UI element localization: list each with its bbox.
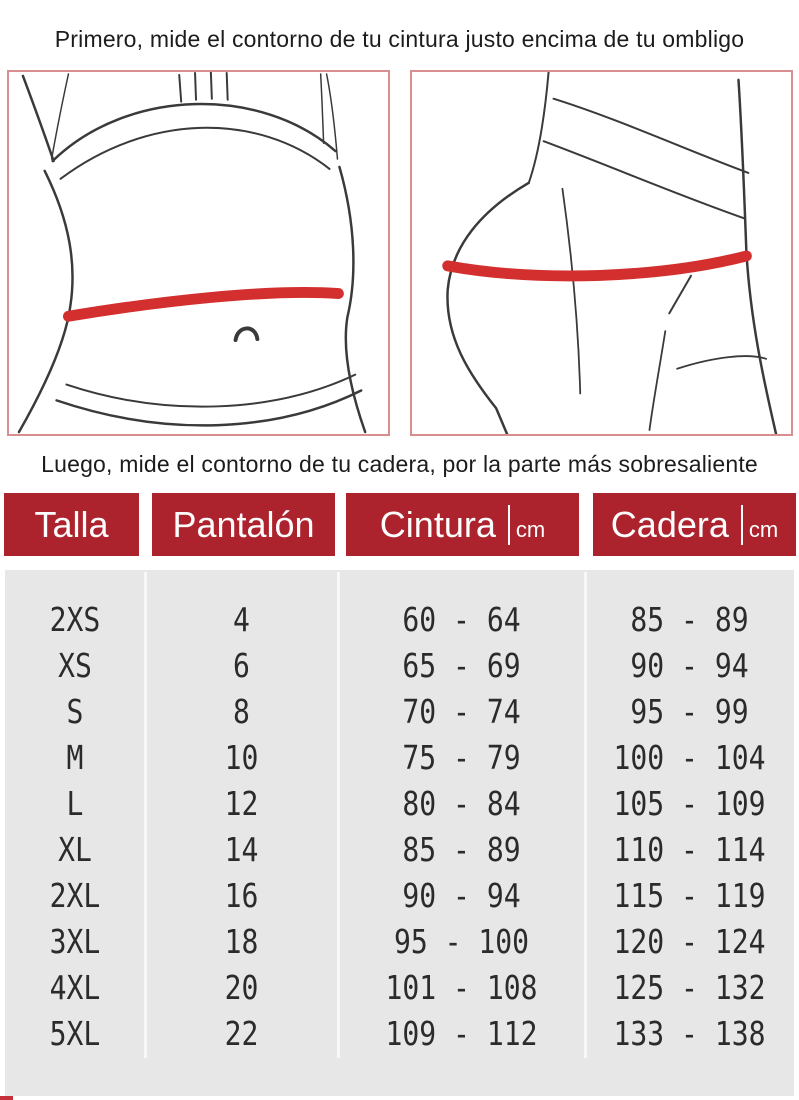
cell-talla: XL xyxy=(58,829,92,869)
cell-cintura: 70 - 74 xyxy=(402,691,521,731)
cell-pantalon: 22 xyxy=(224,1013,259,1053)
cell-pantalon: 14 xyxy=(224,829,259,869)
cell-cadera: 85 - 89 xyxy=(630,599,749,639)
cell-talla: 2XS xyxy=(49,599,101,639)
cell-cintura: 95 - 100 xyxy=(393,921,530,961)
partial-red-bar xyxy=(0,1096,13,1100)
cell-talla: 5XL xyxy=(49,1013,101,1053)
cell-cintura: 85 - 89 xyxy=(402,829,521,869)
column-divider xyxy=(144,572,147,1058)
cell-talla: 2XL xyxy=(49,875,101,915)
cell-pantalon: 10 xyxy=(224,737,259,777)
waist-instruction-text: Primero, mide el contorno de tu cintura justo encima de tu ombligo xyxy=(54,26,745,52)
cell-talla: 3XL xyxy=(49,921,101,961)
table-row xyxy=(5,1010,794,1056)
header-unit: cm xyxy=(748,516,779,542)
cell-talla: L xyxy=(66,783,84,823)
header-label: Talla xyxy=(34,503,109,545)
unit-divider-bar xyxy=(508,505,510,545)
cell-cadera: 100 - 104 xyxy=(613,737,766,777)
column-header-pantalon xyxy=(152,493,335,556)
cell-cadera: 115 - 119 xyxy=(613,875,766,915)
header-unit: cm xyxy=(515,516,546,542)
cell-cadera: 90 - 94 xyxy=(630,645,749,685)
cell-cintura: 90 - 94 xyxy=(402,875,521,915)
cell-pantalon: 6 xyxy=(233,645,250,685)
table-row xyxy=(5,964,794,1010)
cell-talla: 4XL xyxy=(49,967,101,1007)
cell-pantalon: 8 xyxy=(233,691,250,731)
table-row xyxy=(5,780,794,826)
cell-talla: XS xyxy=(58,645,92,685)
header-label: Cadera xyxy=(610,503,729,545)
column-header-talla xyxy=(4,493,139,556)
column-header-cintura xyxy=(346,493,579,556)
cell-pantalon: 4 xyxy=(233,599,250,639)
cell-talla: S xyxy=(66,691,84,731)
cell-cintura: 109 - 112 xyxy=(385,1013,538,1053)
table-row xyxy=(5,872,794,918)
column-divider xyxy=(584,572,587,1058)
column-divider xyxy=(337,572,340,1058)
hip-measurement-figure xyxy=(410,70,793,436)
cell-cintura: 80 - 84 xyxy=(402,783,521,823)
cell-pantalon: 20 xyxy=(224,967,259,1007)
cell-cintura: 75 - 79 xyxy=(402,737,521,777)
cell-cintura: 101 - 108 xyxy=(385,967,538,1007)
cell-cadera: 125 - 132 xyxy=(613,967,766,1007)
table-row xyxy=(5,596,794,642)
rear-hip-illustration xyxy=(412,72,791,434)
front-torso-illustration xyxy=(9,72,388,434)
table-row xyxy=(5,734,794,780)
table-row xyxy=(5,918,794,964)
waist-tape-line xyxy=(68,292,338,316)
table-row xyxy=(5,642,794,688)
cell-talla: M xyxy=(66,737,84,777)
cell-cadera: 133 - 138 xyxy=(613,1013,766,1053)
cell-cintura: 65 - 69 xyxy=(402,645,521,685)
cell-pantalon: 16 xyxy=(224,875,259,915)
table-row xyxy=(5,688,794,734)
cell-cadera: 95 - 99 xyxy=(630,691,749,731)
header-label: Cintura xyxy=(379,503,496,545)
cell-pantalon: 12 xyxy=(224,783,259,823)
header-label: Pantalón xyxy=(172,503,315,545)
hip-tape-line xyxy=(448,256,747,276)
cell-cadera: 105 - 109 xyxy=(613,783,766,823)
cell-cadera: 110 - 114 xyxy=(613,829,766,869)
cell-cadera: 120 - 124 xyxy=(613,921,766,961)
table-row xyxy=(5,826,794,872)
waist-measurement-figure xyxy=(7,70,390,436)
hip-instruction-text: Luego, mide el contorno de tu cadera, por la parte más sobresaliente xyxy=(41,451,758,477)
cell-pantalon: 18 xyxy=(224,921,259,961)
column-header-cadera xyxy=(593,493,796,556)
unit-divider-bar xyxy=(741,505,743,545)
cell-cintura: 60 - 64 xyxy=(402,599,521,639)
size-table xyxy=(5,570,794,1096)
